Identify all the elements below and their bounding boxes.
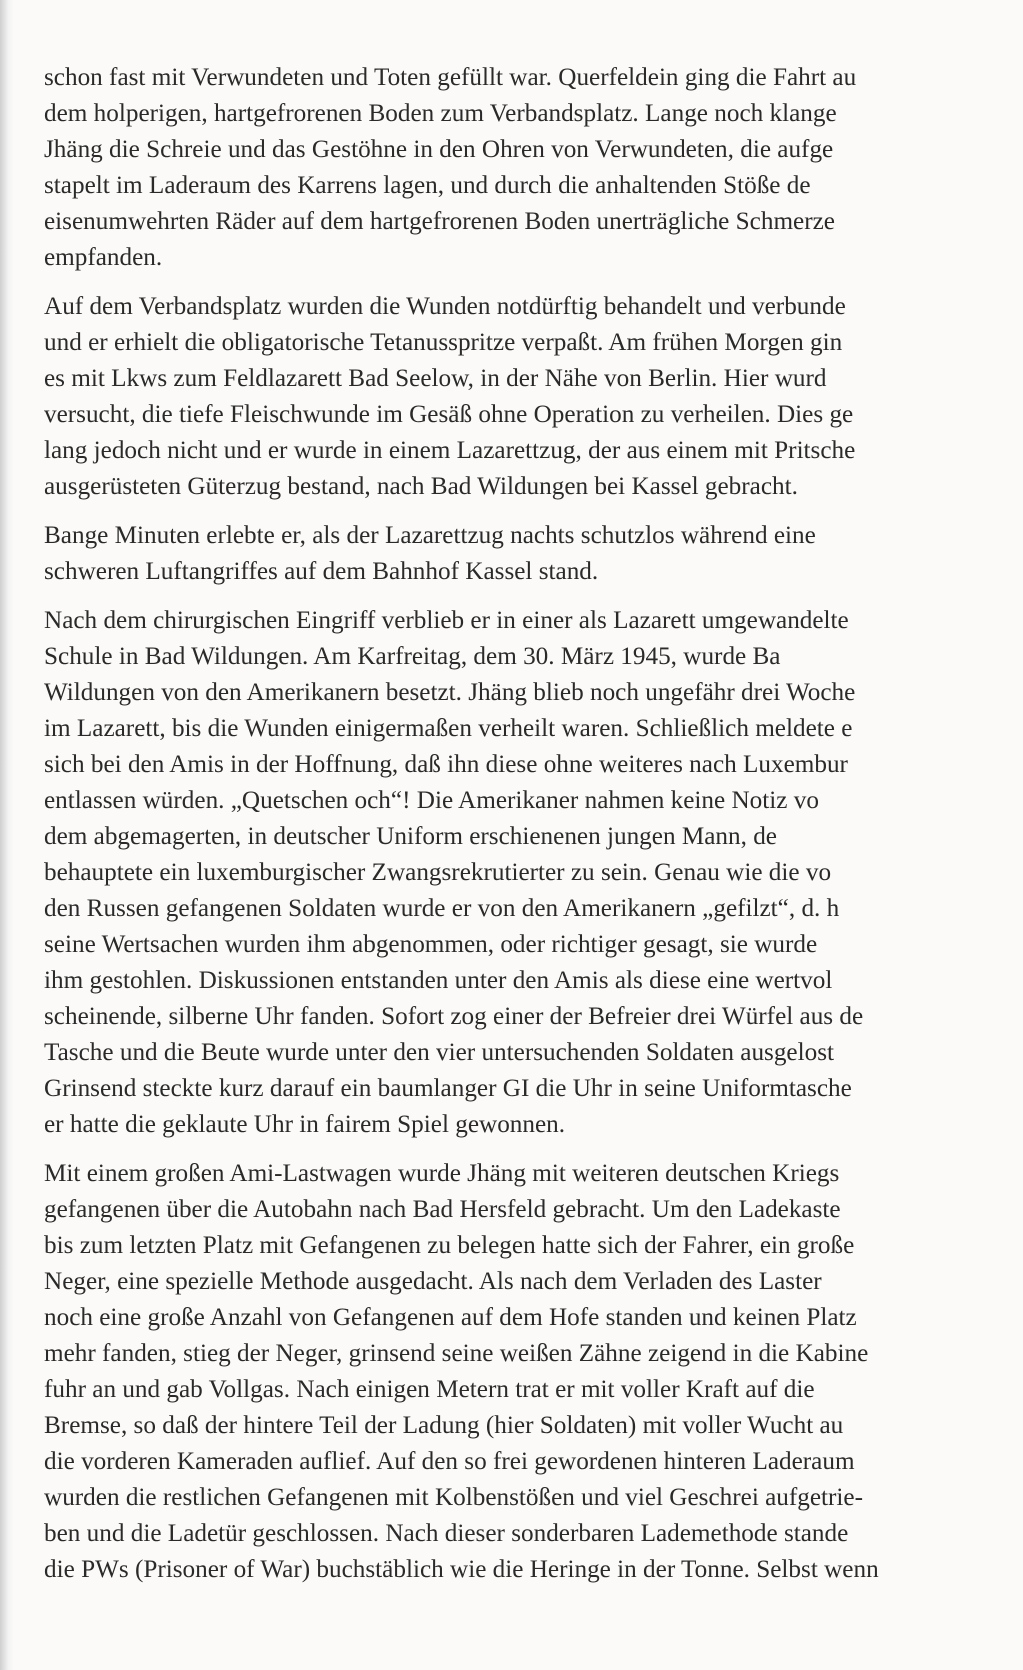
text-line: behauptete ein luxemburgischer Zwangsrekrutierter zu sein. Genau wie die vo <box>44 859 832 886</box>
text-line: Grinsend steckte kurz darauf ein baumlanger GI die Uhr in seine Uniformtasche <box>44 1075 852 1102</box>
text-line: die PWs (Prisoner of War) buchstäblich wie die Heringe in der Tonne. Selbst wenn <box>44 1556 879 1583</box>
text-line: Schule in Bad Wildungen. Am Karfreitag, dem 30. März 1945, wurde Ba <box>44 643 781 670</box>
text-line: im Lazarett, bis die Wunden einigermaßen verheilt waren. Schließlich meldete e <box>44 715 853 742</box>
text-line: es mit Lkws zum Feldlazarett Bad Seelow, in der Nähe von Berlin. Hier wurd <box>44 365 827 392</box>
text-line: schon fast mit Verwundeten und Toten gefüllt war. Querfeldein ging die Fahrt au <box>44 64 857 91</box>
text-line: ausgerüsteten Güterzug bestand, nach Bad Wildungen bei Kassel gebracht. <box>44 473 798 500</box>
text-line: mehr fanden, stieg der Neger, grinsend seine weißen Zähne zeigend in die Kabine <box>44 1340 869 1367</box>
paragraph <box>44 603 1023 1143</box>
text-line: Bremse, so daß der hintere Teil der Ladung (hier Soldaten) mit voller Wucht au <box>44 1412 844 1439</box>
text-line: wurden die restlichen Gefangenen mit Kolbenstößen und viel Geschrei aufgetrie- <box>44 1484 863 1511</box>
paragraph <box>44 289 1023 505</box>
text-line: eisenumwehrten Räder auf dem hartgefrorenen Boden unerträgliche Schmerze <box>44 208 835 235</box>
text-line: ihm gestohlen. Diskussionen entstanden unter den Amis als diese eine wertvol <box>44 967 833 994</box>
text-line: entlassen würden. „Quetschen och“! Die Amerikaner nahmen keine Notiz vo <box>44 787 819 814</box>
text-line: Mit einem großen Ami-Lastwagen wurde Jhäng mit weiteren deutschen Kriegs <box>44 1160 840 1187</box>
paragraph <box>44 518 1023 590</box>
text-line: Neger, eine spezielle Methode ausgedacht. Als nach dem Verladen des Laster <box>44 1268 822 1295</box>
text-line: empfanden. <box>44 244 163 271</box>
text-line: dem holperigen, hartgefrorenen Boden zum Verbandsplatz. Lange noch klange <box>44 100 837 127</box>
text-line: er hatte die geklaute Uhr in fairem Spiel gewonnen. <box>44 1111 566 1138</box>
text-line: sich bei den Amis in der Hoffnung, daß ihn diese ohne weiteres nach Luxembur <box>44 751 848 778</box>
text-line: Jhäng die Schreie und das Gestöhne in den Ohren von Verwundeten, die aufge <box>44 136 834 163</box>
text-line: Tasche und die Beute wurde unter den vier untersuchenden Soldaten ausgelost <box>44 1039 834 1066</box>
text-line: fuhr an und gab Vollgas. Nach einigen Metern trat er mit voller Kraft auf die <box>44 1376 815 1403</box>
page-gutter-shadow <box>0 0 14 1670</box>
text-line: schweren Luftangriffes auf dem Bahnhof Kassel stand. <box>44 558 599 585</box>
text-line: Wildungen von den Amerikanern besetzt. Jhäng blieb noch ungefähr drei Woche <box>44 679 856 706</box>
text-line: bis zum letzten Platz mit Gefangenen zu belegen hatte sich der Fahrer, ein große <box>44 1232 855 1259</box>
text-line: lang jedoch nicht und er wurde in einem Lazarettzug, der aus einem mit Pritsche <box>44 437 856 464</box>
text-line: gefangenen über die Autobahn nach Bad Hersfeld gebracht. Um den Ladekaste <box>44 1196 841 1223</box>
text-line: die vorderen Kameraden auflief. Auf den so frei gewordenen hinteren Laderaum <box>44 1448 855 1475</box>
text-line: seine Wertsachen wurden ihm abgenommen, oder richtiger gesagt, sie wurde <box>44 931 818 958</box>
body-text <box>44 60 1023 1601</box>
text-line: noch eine große Anzahl von Gefangenen auf dem Hofe standen und keinen Platz <box>44 1304 857 1331</box>
paragraph <box>44 1156 1023 1588</box>
paragraph <box>44 60 1023 276</box>
text-line: dem abgemagerten, in deutscher Uniform erschienenen jungen Mann, de <box>44 823 777 850</box>
text-line: den Russen gefangenen Soldaten wurde er von den Amerikanern „gefilzt“, d. h <box>44 895 840 922</box>
text-line: stapelt im Laderaum des Karrens lagen, und durch die anhaltenden Stöße de <box>44 172 811 199</box>
text-line: scheinende, silberne Uhr fanden. Sofort zog einer der Befreier drei Würfel aus de <box>44 1003 864 1030</box>
text-line: ben und die Ladetür geschlossen. Nach dieser sonderbaren Lademethode stande <box>44 1520 849 1547</box>
text-line: Nach dem chirurgischen Eingriff verblieb er in einer als Lazarett umgewandelte <box>44 607 849 634</box>
text-line: Auf dem Verbandsplatz wurden die Wunden notdürftig behandelt und verbunde <box>44 293 846 320</box>
text-line: und er erhielt die obligatorische Tetanusspritze verpaßt. Am frühen Morgen gin <box>44 329 843 356</box>
text-line: Bange Minuten erlebte er, als der Lazarettzug nachts schutzlos während eine <box>44 522 816 549</box>
text-line: versucht, die tiefe Fleischwunde im Gesäß ohne Operation zu verheilen. Dies ge <box>44 401 854 428</box>
